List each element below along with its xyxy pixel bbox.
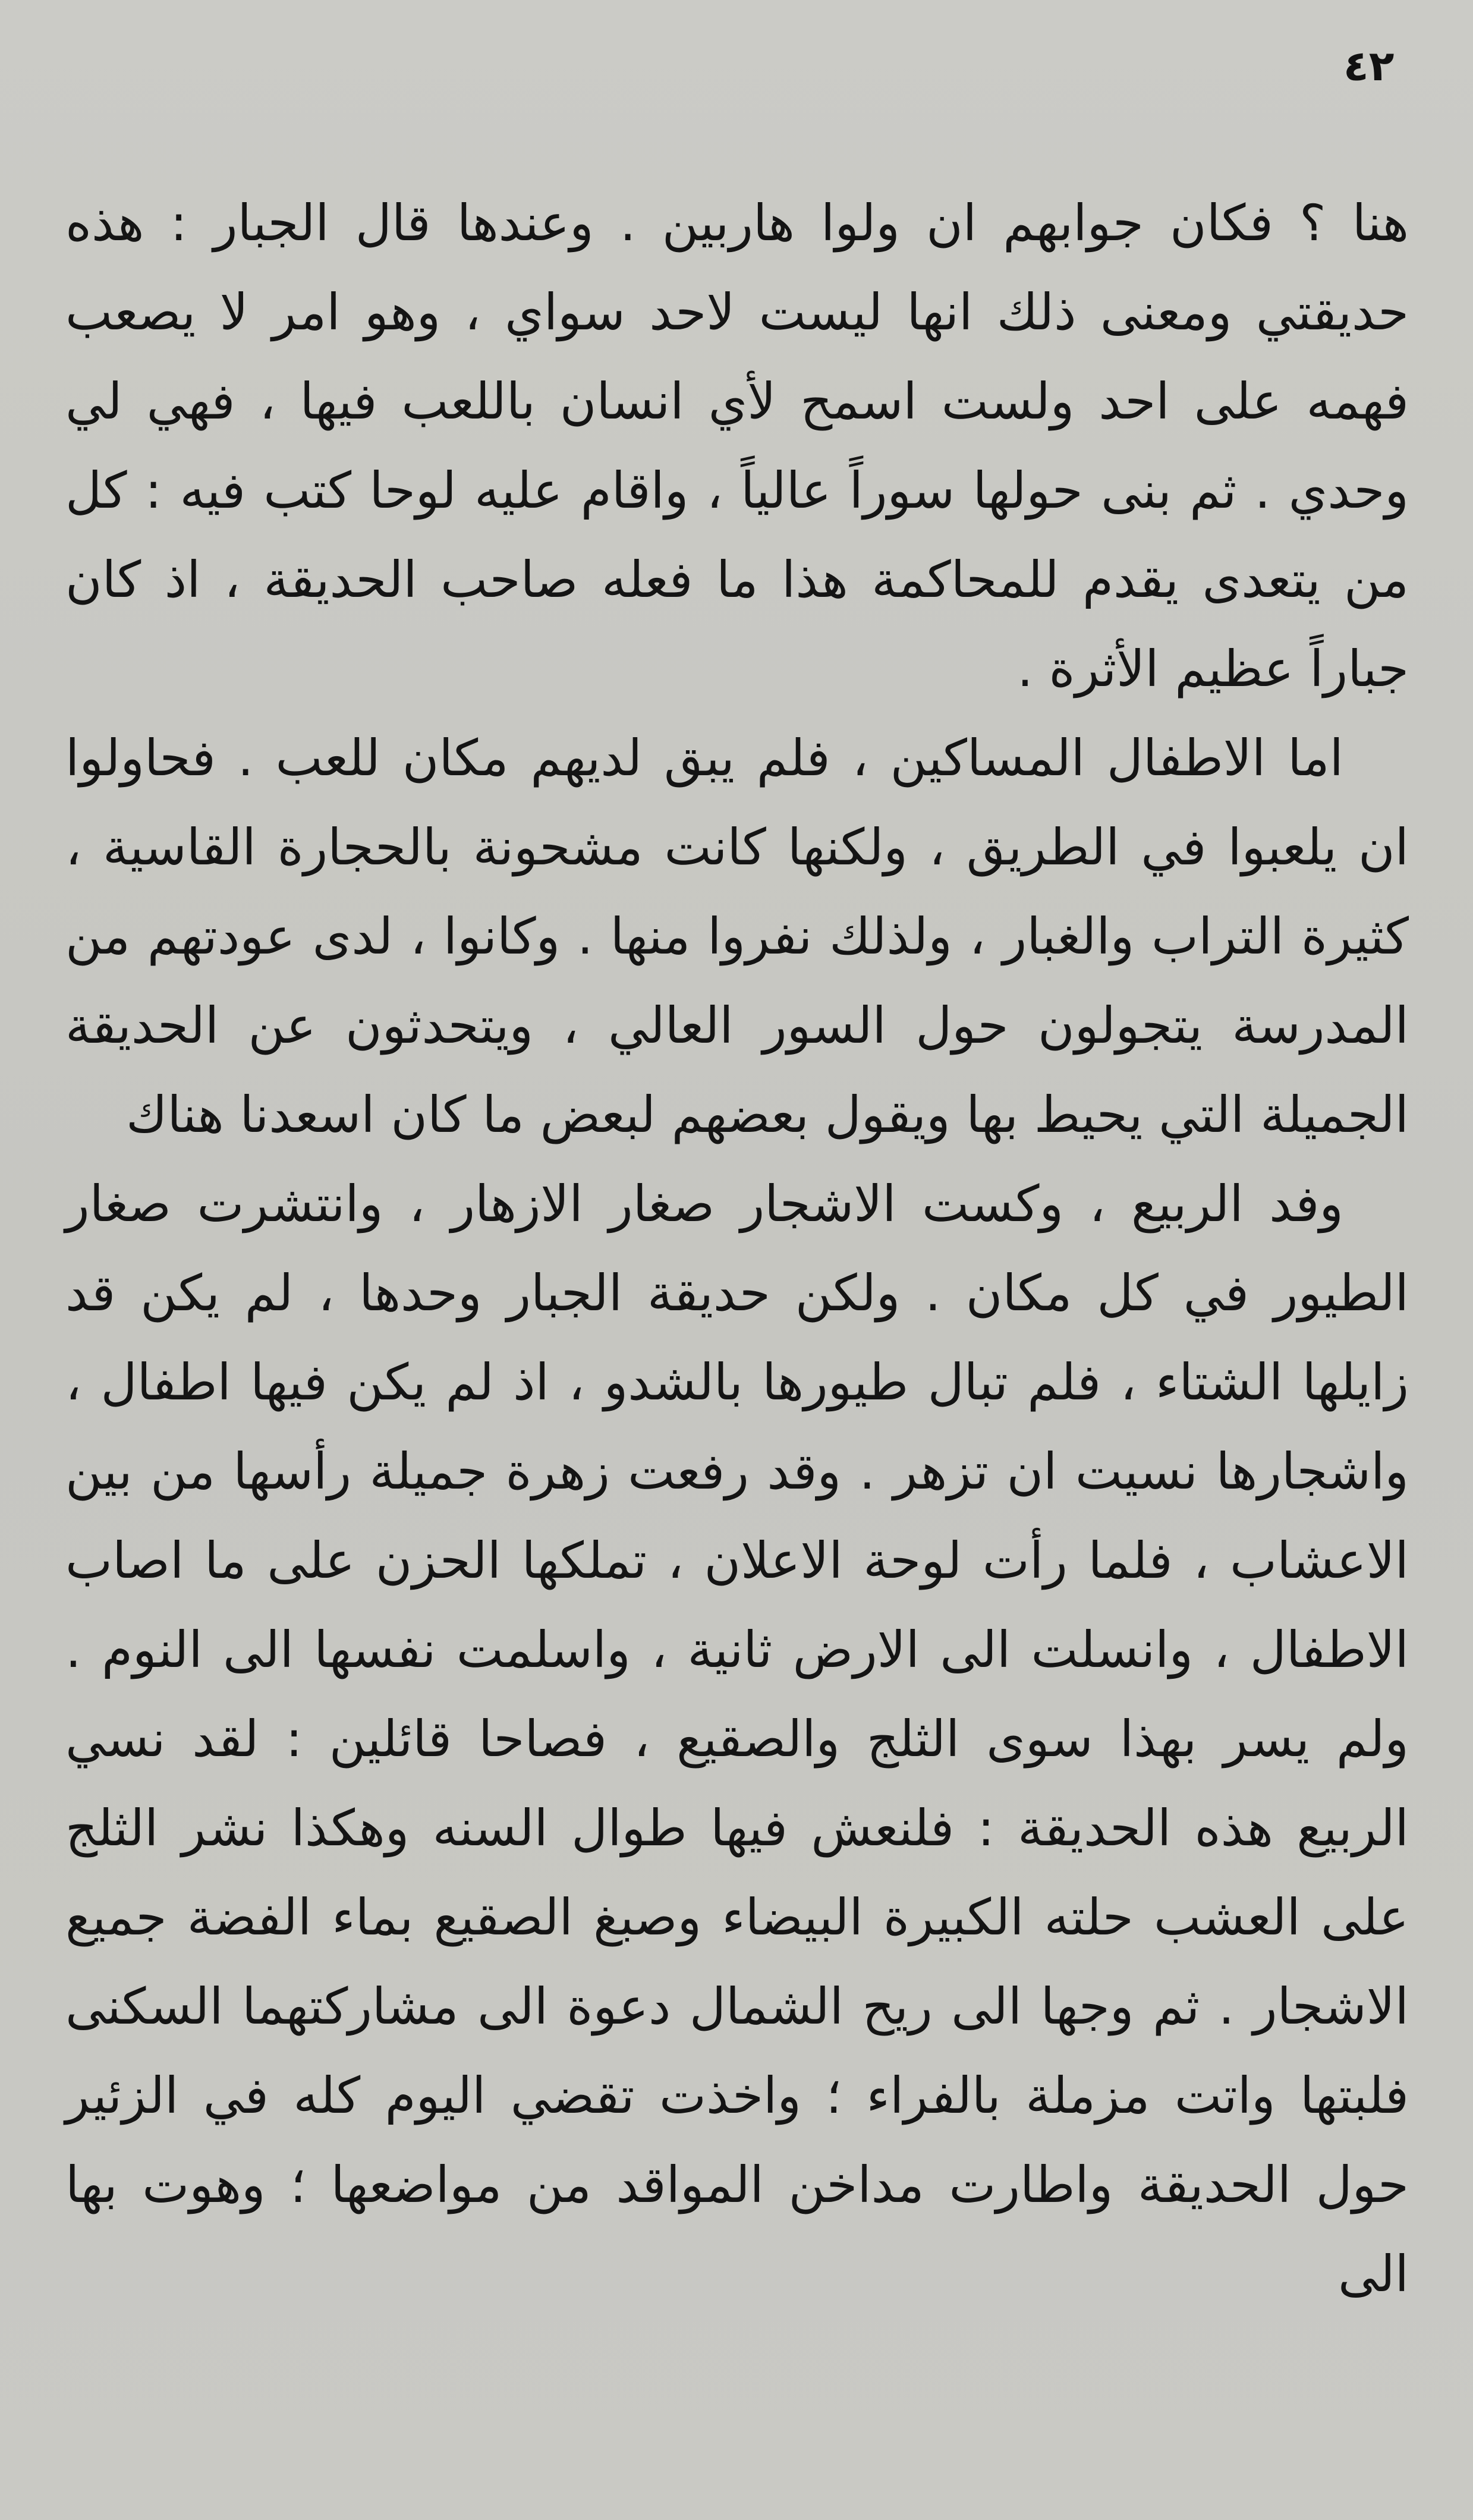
page-number: ٤٢	[1343, 42, 1395, 90]
body-text	[65, 178, 1409, 2318]
paragraph-3: وفد الربيع ، وكست الاشجار صغار الازهار ، وانتشرت صغار الطيور في كل مكان . ولكن حديقة الجبار وحدها ، لم يكن قد زايلها الشتاء ، فلم تبال طيورها بالشدو ، اذ لم يكن فيها اطفال ، واشجارها نسيت ان تزهر . وقد رفعت زهرة جميلة رأسها من بين الاعشاب ، فلما رأت لوحة الاعلان ، تملكها الحزن على ما اصاب الاطفال ، وانسلت الى الارض ثانية ، واسلمت نفسها الى النوم . ولم يسر بهذا سوى الثلج والصقيع ، فصاحا قائلين : لقد نسي الربيع هذه الحديقة : فلنعش فيها طوال السنه وهكذا نشر الثلج على العشب حلته الكبيرة البيضاء وصبغ الصقيع بماء الفضة جميع الاشجار . ثم وجها الى ريح الشمال دعوة الى مشاركتهما السكنى فلبتها واتت مزملة بالفراء ؛ واخذت تقضي اليوم كله في الزئير حول الحديقة واطارت مداخن المواقد من مواضعها ؛ وهوت بها الى	[65, 1175, 1409, 2303]
paragraph-1: هنا ؟ فكان جوابهم ان ولوا هاربين . وعندها قال الجبار : هذه حديقتي ومعنى ذلك انها ليست لاحد سواي ، وهو امر لا يصعب فهمه على احد ولست اسمح لأي انسان باللعب فيها ، فهي لي وحدي . ثم بنى حولها سوراً عالياً ، واقام عليه لوحا كتب فيه : كل من يتعدى يقدم للمحاكمة هذا ما فعله صاحب الحديقة ، اذ كان جباراً عظيم الأثرة .	[65, 194, 1409, 698]
paragraph-2: اما الاطفال المساكين ، فلم يبق لديهم مكان للعب . فحاولوا ان يلعبوا في الطريق ، ولكنها كانت مشحونة بالحجارة القاسية ، كثيرة التراب والغبار ، ولذلك نفروا منها . وكانوا ، لدى عودتهم من المدرسة يتجولون حول السور العالي ، ويتحدثون عن الحديقة الجميلة التي يحيط بها ويقول بعضهم لبعض ما كان اسعدنا هناك	[65, 729, 1409, 1144]
